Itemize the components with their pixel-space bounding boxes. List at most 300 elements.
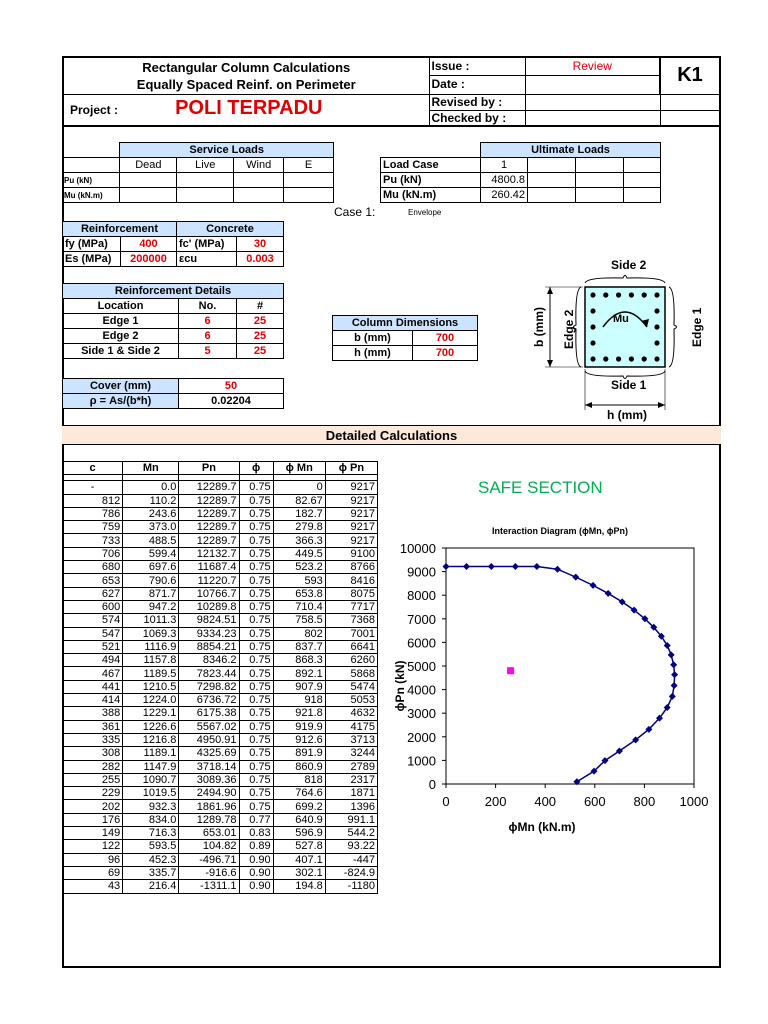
loc-edge1: Edge 1: [63, 314, 179, 329]
rebar-dot: [629, 356, 634, 361]
calc-cell: 1157.8: [123, 654, 179, 667]
col-dim-title: Column Dimensions: [333, 316, 478, 331]
y-axis-label: ϕPn (kN): [393, 660, 407, 712]
chart-title: Interaction Diagram (ϕMn, ϕPn): [491, 526, 629, 536]
calc-cell: 8346.2: [179, 654, 239, 667]
calc-cell: 0.75: [239, 787, 273, 800]
calc-cell: 2494.90: [179, 787, 239, 800]
col-dead: Dead: [120, 158, 177, 173]
cell[interactable]: [120, 173, 177, 188]
calc-cell: 0.75: [239, 507, 273, 520]
calc-cell: 6641: [325, 640, 377, 653]
calc-table: [62, 461, 378, 894]
date-value: [525, 76, 660, 95]
calc-cell: 12289.7: [179, 494, 239, 507]
y-tick-label: 9000: [407, 564, 436, 580]
series-point: [512, 563, 519, 570]
row-mu: Mu (kN.m): [62, 188, 120, 203]
calc-cell: 9217: [325, 481, 377, 494]
calc-cell: 918: [273, 694, 325, 707]
no-sides[interactable]: 5: [179, 344, 237, 359]
calc-cell: 0.75: [239, 587, 273, 600]
table-row: [63, 787, 378, 800]
calc-cell: 414: [63, 694, 123, 707]
es-label: Es (MPa): [63, 252, 121, 267]
cell[interactable]: [284, 173, 334, 188]
load-case-label: Load Case: [381, 158, 481, 173]
calc-cell: 10766.7: [179, 587, 239, 600]
title-line2: Equally Spaced Reinf. on Perimeter: [136, 76, 356, 92]
cover-table: [62, 378, 284, 409]
calc-cell: 521: [63, 640, 123, 653]
calc-cell: 0.77: [239, 813, 273, 826]
calc-cell: 7823.44: [179, 667, 239, 680]
calc-cell: 12132.7: [179, 547, 239, 560]
calc-header: ϕ: [239, 462, 273, 475]
calc-cell: 921.8: [273, 707, 325, 720]
service-loads-table: [62, 142, 334, 203]
y-tick-label: 6000: [407, 635, 436, 651]
table-row: [63, 773, 378, 786]
h-label: h (mm): [333, 346, 413, 361]
calc-cell: 0.0: [123, 481, 179, 494]
side2-label: Side 2: [611, 258, 647, 272]
table-row: [63, 627, 378, 640]
calc-cell: 0.75: [239, 481, 273, 494]
case-label: Case 1:: [334, 205, 376, 219]
calc-cell: 7717: [325, 600, 377, 613]
x-tick-label: 1000: [679, 794, 709, 809]
calc-cell: 0.75: [239, 494, 273, 507]
calc-cell: 790.6: [123, 574, 179, 587]
calc-cell: 653: [63, 574, 123, 587]
revised-value: [525, 94, 660, 110]
calc-cell: 4950.91: [179, 733, 239, 746]
calc-header: Pn: [179, 462, 239, 475]
table-row: [63, 866, 378, 879]
calc-cell: -916.6: [179, 866, 239, 879]
calc-cell: 202: [63, 800, 123, 813]
sheet-id: K1: [660, 57, 720, 94]
b-value[interactable]: 700: [413, 331, 478, 346]
calc-cell: 544.2: [325, 827, 377, 840]
calc-cell: 7001: [325, 627, 377, 640]
calc-cell: 488.5: [123, 534, 179, 547]
calc-cell: 149: [63, 827, 123, 840]
table-row: [63, 680, 378, 693]
calc-cell: -824.9: [325, 866, 377, 879]
b-mm-label: b (mm): [532, 307, 546, 347]
es-value[interactable]: 200000: [121, 252, 177, 267]
calc-cell: 1871: [325, 787, 377, 800]
calc-cell: 282: [63, 760, 123, 773]
calc-cell: 12289.7: [179, 521, 239, 534]
table-row: [63, 694, 378, 707]
calc-cell: 8075: [325, 587, 377, 600]
calc-cell: -447: [325, 853, 377, 866]
calc-cell: 1396: [325, 800, 377, 813]
calc-cell: 9334.23: [179, 627, 239, 640]
calc-cell: 1224.0: [123, 694, 179, 707]
calc-cell: 9217: [325, 521, 377, 534]
calc-cell: 308: [63, 747, 123, 760]
calc-cell: 1189.1: [123, 747, 179, 760]
calc-cell: 0.75: [239, 521, 273, 534]
table-row: [63, 707, 378, 720]
calc-cell: 0.75: [239, 773, 273, 786]
calc-cell: 523.2: [273, 561, 325, 574]
pu-label: Pu (kN): [381, 173, 481, 188]
calc-cell: 9217: [325, 534, 377, 547]
fc-label: fc' (MPa): [177, 237, 237, 252]
calc-cell: 0.75: [239, 600, 273, 613]
size-edge1[interactable]: 25: [237, 314, 284, 329]
calc-cell: 9824.51: [179, 614, 239, 627]
rebar-dot: [654, 324, 659, 329]
calc-cell: 407.1: [273, 853, 325, 866]
calc-cell: 9217: [325, 507, 377, 520]
calc-cell: 0.89: [239, 840, 273, 853]
x-tick-label: 0: [442, 794, 450, 809]
calc-cell: 8416: [325, 574, 377, 587]
rebar-dot: [642, 292, 647, 297]
rebar-dot: [590, 308, 595, 313]
table-row: [63, 534, 378, 547]
calc-cell: 764.6: [273, 787, 325, 800]
fy-value[interactable]: 400: [121, 237, 177, 252]
calc-header: c: [63, 462, 123, 475]
calc-cell: 1210.5: [123, 680, 179, 693]
table-row: [63, 840, 378, 853]
y-tick-label: 4000: [407, 682, 436, 698]
calc-cell: 834.0: [123, 813, 179, 826]
rebar-dot: [642, 356, 647, 361]
calc-cell: 640.9: [273, 813, 325, 826]
calc-cell: 10289.8: [179, 600, 239, 613]
calc-cell: 7298.82: [179, 680, 239, 693]
calc-cell: 0.75: [239, 707, 273, 720]
cover-value[interactable]: 50: [179, 379, 284, 394]
col-wind: Wind: [234, 158, 284, 173]
calc-cell: 758.5: [273, 614, 325, 627]
col-no: No.: [179, 299, 237, 314]
calc-cell: 547: [63, 627, 123, 640]
rebar-dot: [654, 292, 659, 297]
table-row: [63, 654, 378, 667]
rho-label: ρ = As/(b*h): [63, 394, 179, 409]
table-row: [63, 494, 378, 507]
col-hash: #: [237, 299, 284, 314]
size-sides[interactable]: 25: [237, 344, 284, 359]
calc-header: ϕ Mn: [273, 462, 325, 475]
mu-label: Mu (kN.m): [381, 188, 481, 203]
blank-cell: [660, 94, 720, 110]
calc-cell: 5567.02: [179, 720, 239, 733]
calc-cell: 932.3: [123, 800, 179, 813]
rho-value: 0.02204: [179, 394, 284, 409]
calc-cell: 122: [63, 840, 123, 853]
calc-cell: 0.75: [239, 720, 273, 733]
calc-cell: 255: [63, 773, 123, 786]
x-axis-label: ϕMn (kN.m): [508, 820, 576, 834]
issue-value: Review: [525, 57, 660, 76]
calc-cell: 12289.7: [179, 481, 239, 494]
series-point: [533, 563, 540, 570]
title-divider: [62, 125, 721, 127]
series-point: [605, 590, 612, 597]
row-pu: Pu (kN): [62, 173, 120, 188]
rebar-dot: [603, 292, 608, 297]
cell[interactable]: [234, 173, 284, 188]
table-row: [63, 880, 378, 893]
table-row: [63, 640, 378, 653]
calc-cell: 627: [63, 587, 123, 600]
h-arrow-right: [658, 402, 665, 408]
table-row: [63, 574, 378, 587]
detailed-calc-banner: [62, 425, 721, 445]
calc-cell: 1069.3: [123, 627, 179, 640]
checked-value: [525, 110, 660, 126]
calc-cell: 0.90: [239, 880, 273, 893]
ecu-label: εcu: [177, 252, 237, 267]
calc-cell: 1216.8: [123, 733, 179, 746]
table-row: [63, 600, 378, 613]
calc-cell: 868.3: [273, 654, 325, 667]
table-row: [63, 760, 378, 773]
calc-cell: 818: [273, 773, 325, 786]
calc-cell: 93.22: [325, 840, 377, 853]
calc-cell: 5868: [325, 667, 377, 680]
ultimate-loads-table: [380, 142, 661, 203]
calc-cell: 3718.14: [179, 760, 239, 773]
mu-label: Mu: [613, 313, 629, 325]
calc-cell: 3089.36: [179, 773, 239, 786]
calc-cell: 3244: [325, 747, 377, 760]
table-row: [63, 853, 378, 866]
calc-cell: 176: [63, 813, 123, 826]
side2-brace: [585, 276, 665, 284]
y-tick-label: 8000: [407, 588, 436, 604]
project-label: Project :: [70, 103, 119, 117]
rebar-dot: [590, 292, 595, 297]
h-mm-label: h (mm): [607, 408, 647, 422]
no-edge2[interactable]: 6: [179, 329, 237, 344]
calc-cell: 1289.78: [179, 813, 239, 826]
calc-cell: 388: [63, 707, 123, 720]
calc-cell: 452.3: [123, 853, 179, 866]
series-point: [668, 651, 675, 658]
calc-cell: 1116.9: [123, 640, 179, 653]
calc-cell: 527.8: [273, 840, 325, 853]
interaction-diagram-chart: [390, 520, 720, 840]
rebar-dot: [654, 340, 659, 345]
calc-cell: 919.9: [273, 720, 325, 733]
calc-cell: 5474: [325, 680, 377, 693]
calc-cell: -1311.1: [179, 880, 239, 893]
series-line: [446, 566, 675, 781]
calc-cell: 1861.96: [179, 800, 239, 813]
calc-cell: 710.4: [273, 600, 325, 613]
pu-value[interactable]: 4800.8: [481, 173, 528, 188]
calc-cell: 4325.69: [179, 747, 239, 760]
y-tick-label: 2000: [407, 729, 436, 745]
calc-cell: 9100: [325, 547, 377, 560]
calc-cell: 716.3: [123, 827, 179, 840]
calc-cell: 653.01: [179, 827, 239, 840]
series-point: [671, 682, 678, 689]
safe-section-label: SAFE SECTION: [478, 478, 603, 497]
col-e: E: [284, 158, 334, 173]
rebar-dot: [603, 356, 608, 361]
calc-cell: 1019.5: [123, 787, 179, 800]
column-section-rect: [585, 287, 665, 367]
calc-cell: 4175: [325, 720, 377, 733]
calc-cell: 837.7: [273, 640, 325, 653]
x-tick-label: 200: [484, 794, 507, 809]
calc-cell: 6736.72: [179, 694, 239, 707]
table-row: [63, 561, 378, 574]
calc-cell: 871.7: [123, 587, 179, 600]
table-row: [63, 547, 378, 560]
calc-cell: 8854.21: [179, 640, 239, 653]
calc-cell: 0: [273, 481, 325, 494]
calc-cell: 0.75: [239, 800, 273, 813]
calc-cell: 0.75: [239, 760, 273, 773]
calc-header: ϕ Pn: [325, 462, 377, 475]
edge1-brace: [669, 287, 677, 367]
calc-cell: 600: [63, 600, 123, 613]
reinforcement-details-table: [62, 283, 284, 359]
calc-cell: 69: [63, 866, 123, 879]
b-label: b (mm): [333, 331, 413, 346]
table-row: [63, 587, 378, 600]
calc-cell: 229: [63, 787, 123, 800]
title-line1: Rectangular Column Calculations: [142, 59, 351, 75]
calc-cell: 0.75: [239, 534, 273, 547]
checked-label: Checked by :: [429, 110, 525, 126]
h-value[interactable]: 700: [413, 346, 478, 361]
y-tick-label: 7000: [407, 611, 436, 627]
series-point: [669, 693, 676, 700]
table-row: [63, 720, 378, 733]
calc-cell: 182.7: [273, 507, 325, 520]
cell[interactable]: [120, 188, 177, 203]
cell[interactable]: [177, 173, 234, 188]
fc-value[interactable]: 30: [237, 237, 284, 252]
series-point: [443, 563, 450, 570]
side1-label: Side 1: [611, 378, 647, 392]
calc-cell: 0.75: [239, 574, 273, 587]
calc-cell: 1011.3: [123, 614, 179, 627]
calc-cell: 860.9: [273, 760, 325, 773]
ecu-value[interactable]: 0.003: [237, 252, 284, 267]
calc-cell: 0.75: [239, 694, 273, 707]
calc-cell: 596.9: [273, 827, 325, 840]
table-row: [63, 481, 378, 494]
reinf-details-title: Reinforcement Details: [63, 284, 284, 299]
calc-cell: 1189.5: [123, 667, 179, 680]
detailed-calc-title: Detailed Calculations: [325, 428, 458, 443]
loc-sides: Side 1 & Side 2: [63, 344, 179, 359]
edge2-label: Edge 2: [562, 309, 576, 349]
calc-cell: -1180: [325, 880, 377, 893]
ultimate-loads-title: Ultimate Loads: [481, 143, 661, 158]
rebar-dot: [629, 292, 634, 297]
calc-cell: 891.9: [273, 747, 325, 760]
series-point: [463, 563, 470, 570]
rebar-dot: [590, 340, 595, 345]
calc-cell: 0.75: [239, 547, 273, 560]
calc-cell: 0.75: [239, 614, 273, 627]
size-edge2[interactable]: 25: [237, 329, 284, 344]
mu-value[interactable]: 260.42: [481, 188, 528, 203]
calc-cell: 593.5: [123, 840, 179, 853]
edge1-label: Edge 1: [690, 307, 704, 347]
calc-cell: 467: [63, 667, 123, 680]
calc-cell: 991.1: [325, 813, 377, 826]
calc-cell: 11220.7: [179, 574, 239, 587]
no-edge1[interactable]: 6: [179, 314, 237, 329]
cell[interactable]: [284, 188, 334, 203]
calc-cell: 0.75: [239, 733, 273, 746]
cell[interactable]: [177, 188, 234, 203]
calc-cell: 1147.9: [123, 760, 179, 773]
title-block: [62, 56, 721, 127]
col-live: Live: [177, 158, 234, 173]
calc-cell: 697.6: [123, 561, 179, 574]
y-tick-label: 10000: [399, 541, 436, 556]
calc-cell: 759: [63, 521, 123, 534]
calc-cell: 912.6: [273, 733, 325, 746]
cover-label: Cover (mm): [63, 379, 179, 394]
calc-cell: 43: [63, 880, 123, 893]
y-tick-label: 3000: [407, 706, 436, 722]
calc-cell: 4632: [325, 707, 377, 720]
calc-cell: 302.1: [273, 866, 325, 879]
calc-cell: 1229.1: [123, 707, 179, 720]
column-dimensions-table: [332, 315, 478, 361]
series-point: [590, 582, 597, 589]
series-point: [554, 566, 561, 573]
calc-cell: 366.3: [273, 534, 325, 547]
calc-cell: 96: [63, 853, 123, 866]
cell[interactable]: [234, 188, 284, 203]
calc-cell: 892.1: [273, 667, 325, 680]
table-row: [63, 614, 378, 627]
table-row: [63, 800, 378, 813]
calc-cell: 653.8: [273, 587, 325, 600]
series-point: [671, 671, 678, 678]
table-row: [63, 521, 378, 534]
plot-area: [446, 548, 694, 784]
blank-cell: [660, 110, 720, 126]
revised-label: Revised by :: [429, 94, 525, 110]
concrete-title: Concrete: [177, 222, 284, 237]
series-point: [572, 574, 579, 581]
y-tick-label: 0: [428, 777, 436, 792]
load-case-value[interactable]: 1: [481, 158, 528, 173]
issue-label: Issue :: [429, 57, 525, 76]
calc-cell: 0.83: [239, 827, 273, 840]
col-location: Location: [63, 299, 179, 314]
calc-cell: 593: [273, 574, 325, 587]
calc-cell: 494: [63, 654, 123, 667]
calc-cell: 0.75: [239, 627, 273, 640]
calc-cell: 1226.6: [123, 720, 179, 733]
rebar-dot: [616, 356, 621, 361]
calc-cell: 733: [63, 534, 123, 547]
calc-cell: 0.75: [239, 654, 273, 667]
